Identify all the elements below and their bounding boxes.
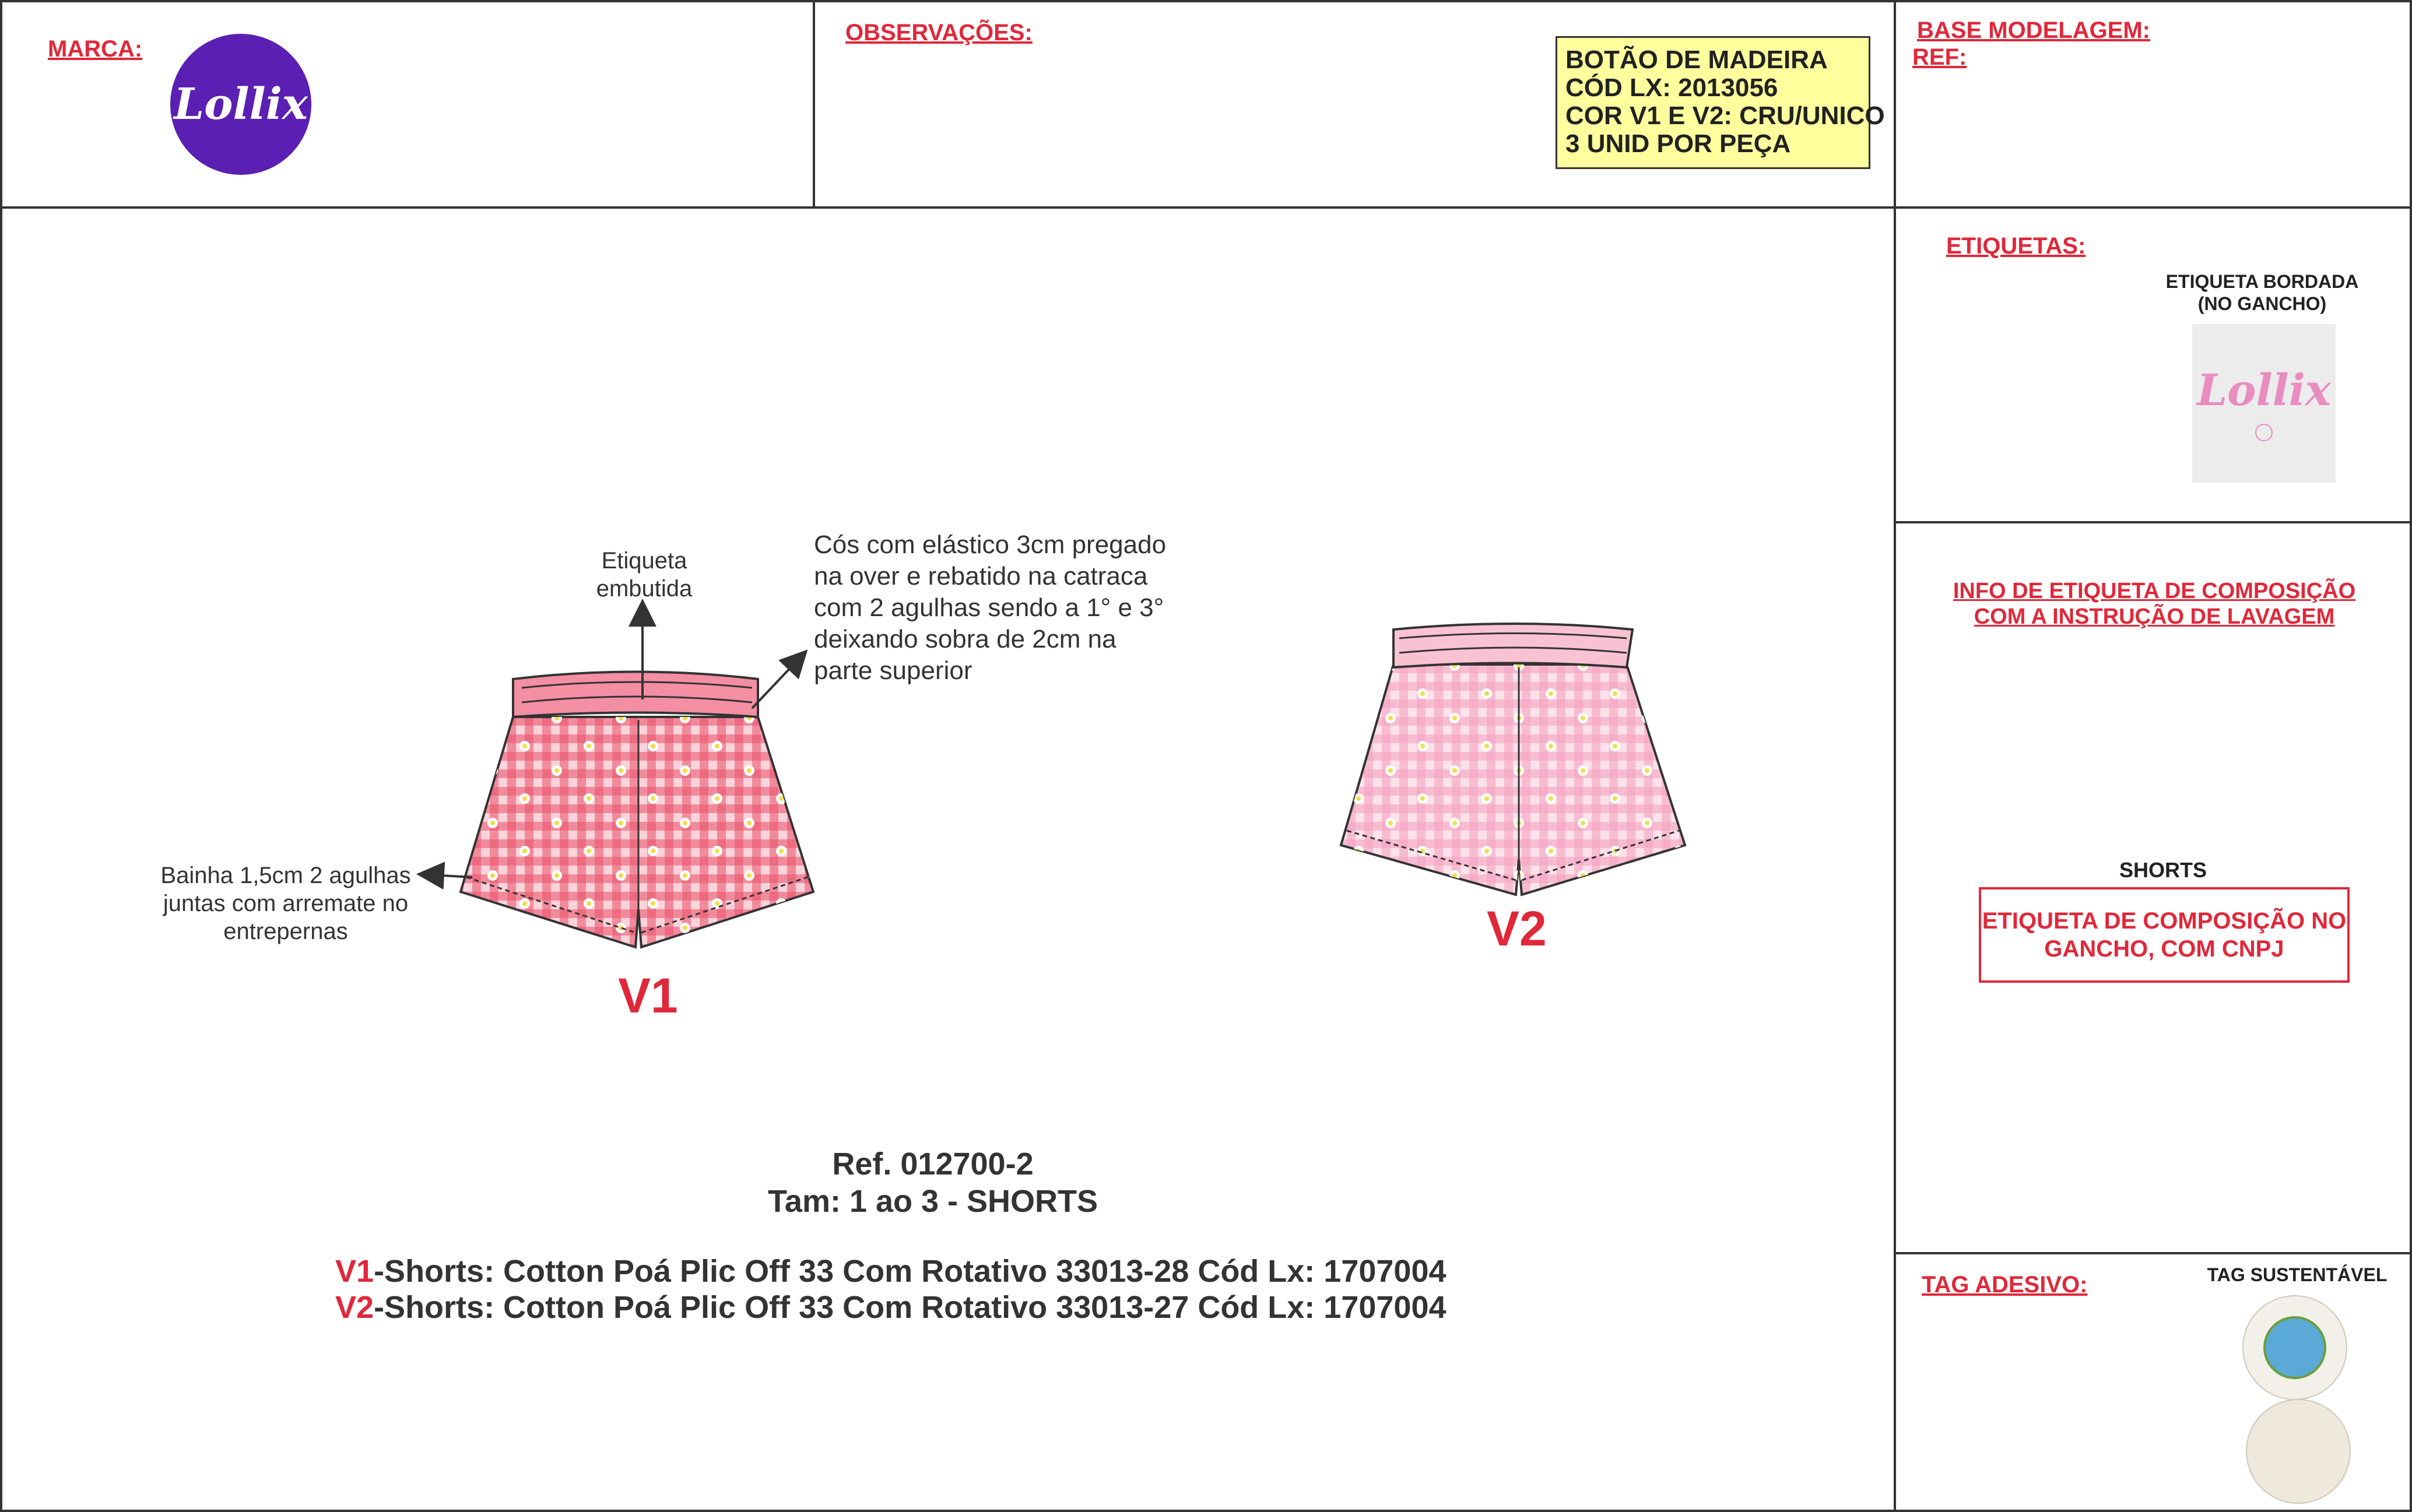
marca-label: MARCA: <box>48 36 143 62</box>
note-line: 3 UNID POR PEÇA <box>1565 129 1791 158</box>
note-line: BOTÃO DE MADEIRA <box>1565 45 1828 74</box>
composicao-box <box>1979 887 2350 983</box>
composicao-info <box>1912 578 2396 630</box>
note-line: deixando sobra de 2cm na <box>814 625 1117 653</box>
ref-block <box>641 1145 1224 1220</box>
cos-arrow <box>752 653 805 708</box>
etiquetas-label: ETIQUETAS: <box>1946 233 2086 259</box>
note-line: COR V1 E V2: CRU/UNICO <box>1565 101 1885 130</box>
bordada-title <box>2122 270 2402 315</box>
globe-icon <box>2263 1316 2326 1379</box>
bordada-title-line: ETIQUETA BORDADA <box>2165 271 2359 292</box>
etiqueta-embutida-note <box>563 547 726 603</box>
note-line: com 2 agulhas sendo a 1° e 3° <box>814 593 1164 622</box>
shorts-label: SHORTS <box>2119 858 2207 882</box>
shorts-v1-sketch <box>461 672 813 948</box>
globe-tag-icon <box>2242 1295 2347 1400</box>
variant-line-v1 <box>335 1253 1560 1289</box>
bordada-logo-text: Lollix <box>2197 365 2331 416</box>
note-line: na over e rebatido na catraca <box>814 562 1148 590</box>
v1-label: V1 <box>618 968 678 1023</box>
shorts-v2-sketch <box>1341 624 1685 895</box>
note-line: parte superior <box>814 656 972 685</box>
note-line: Cós com elástico 3cm pregado <box>814 530 1167 559</box>
observacoes-label: OBSERVAÇÕES: <box>845 20 1033 45</box>
composicao-box-line: ETIQUETA DE COMPOSIÇÃO NO <box>1982 908 2347 934</box>
brand-logo-text: Lollix <box>174 79 308 129</box>
base-modelagem-label: BASE MODELAGEM: <box>1917 17 2150 43</box>
note-line: juntas com arremate no <box>163 891 409 916</box>
bordada-label-image <box>2192 324 2336 483</box>
note-line: Etiqueta <box>601 548 687 574</box>
v2-label: V2 <box>1487 901 1547 956</box>
note-line: Bainha 1,5cm 2 agulhas <box>160 863 411 888</box>
note-line: CÓD LX: 2013056 <box>1565 73 1778 102</box>
variant-tag: V2 <box>335 1290 374 1325</box>
tag-adesivo-label: TAG ADESIVO: <box>1922 1272 2088 1297</box>
variant-text: -Shorts: Cotton Poá Plic Off 33 Com Rotativo 33013-28 Cód Lx: 1707004 <box>374 1254 1447 1289</box>
composicao-info-line: INFO DE ETIQUETA DE COMPOSIÇÃO <box>1953 579 2356 603</box>
note-line: entrepernas <box>223 919 348 944</box>
ref-label: REF: <box>1912 44 1967 70</box>
note-line: embutida <box>596 576 693 602</box>
bordada-title-line: (NO GANCHO) <box>2197 293 2327 314</box>
variant-tag: V1 <box>335 1254 374 1289</box>
tag-sustentavel-label: TAG SUSTENTÁVEL <box>2207 1264 2388 1285</box>
variant-line-v2 <box>335 1289 1560 1325</box>
ref-line: Ref. 012700-2 <box>832 1147 1034 1182</box>
composicao-info-line: COM A INSTRUÇÃO DE LAVAGEM <box>1974 604 2335 629</box>
variant-text: -Shorts: Cotton Poá Plic Off 33 Com Rotativo 33013-27 Cód Lx: 1707004 <box>374 1290 1447 1325</box>
bordada-size-icon <box>2255 424 2273 441</box>
bainha-note <box>140 862 431 945</box>
cos-elastico-note <box>814 529 1222 687</box>
composicao-box-line: GANCHO, COM CNPJ <box>2044 936 2284 962</box>
cotton-tag-icon <box>2246 1399 2351 1504</box>
variants-block <box>335 1253 1560 1325</box>
size-line: Tam: 1 ao 3 - SHORTS <box>767 1184 1098 1219</box>
